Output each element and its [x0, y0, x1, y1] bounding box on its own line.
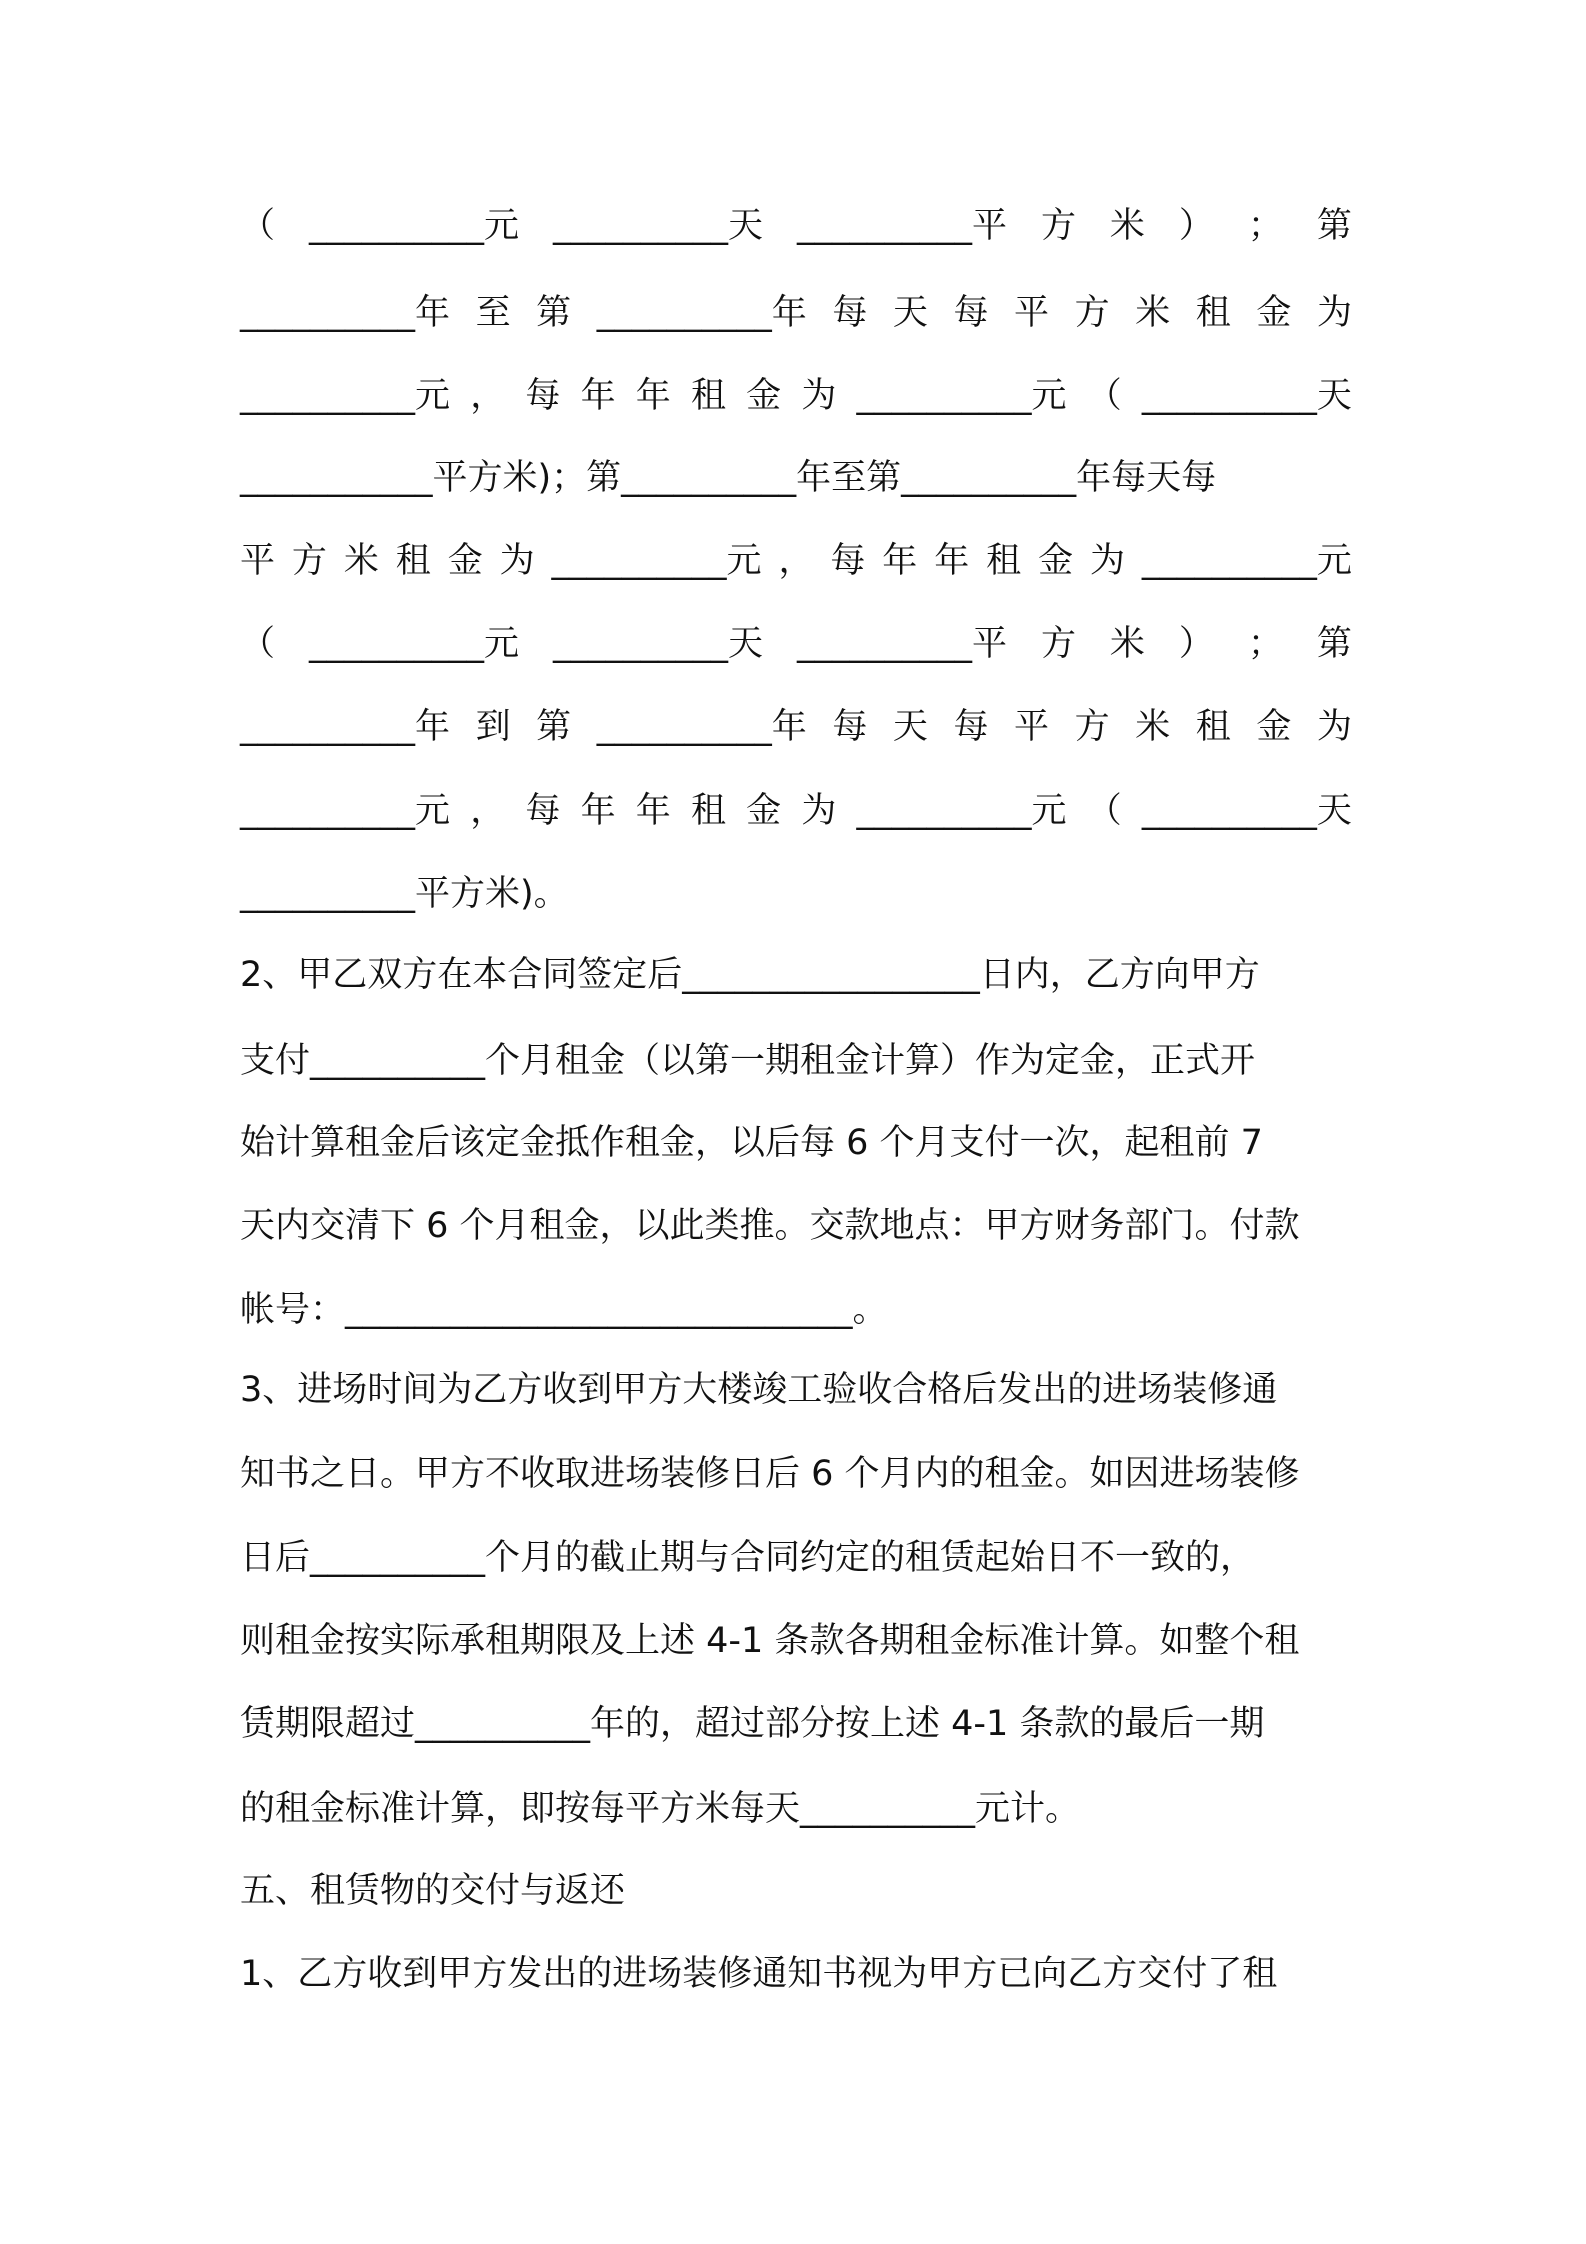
- text-segment: 方: [1074, 707, 1110, 747]
- text-segment: __________天: [1141, 376, 1352, 416]
- text-segment: 每: [832, 293, 868, 333]
- text-segment: 3、进场时间为乙方收到甲方大楼竣工验收合格后发出的进场装修通: [240, 1370, 1278, 1410]
- text-segment: ）: [1178, 624, 1214, 664]
- text-segment: 金: [1256, 293, 1292, 333]
- text-segment: __________天: [552, 624, 763, 664]
- text-segment: __________平: [796, 624, 1007, 664]
- text-line: [240, 1694, 1352, 1754]
- text-segment: 1、乙方收到甲方发出的进场装修通知书视为甲方已向乙方交付了租: [240, 1954, 1278, 1994]
- text-segment: 五、租赁物的交付与返还: [240, 1871, 626, 1911]
- text-segment: __________天: [1141, 791, 1352, 831]
- text-segment: __________元: [308, 206, 519, 246]
- text-line: [240, 1360, 1352, 1420]
- text-segment: 方: [1040, 624, 1076, 664]
- text-segment: __________元: [240, 791, 451, 831]
- text-segment: 米: [1135, 293, 1171, 333]
- text-segment: 每: [830, 541, 866, 581]
- text-line: [240, 1113, 1352, 1173]
- text-segment: __________元: [240, 376, 451, 416]
- text-line: [240, 366, 1352, 426]
- text-segment: 为: [1316, 293, 1352, 333]
- text-segment: 年: [635, 376, 671, 416]
- text-segment: 米: [1109, 624, 1145, 664]
- text-segment: 金: [1256, 707, 1292, 747]
- text-segment: 至: [475, 293, 511, 333]
- text-segment: 为: [801, 791, 837, 831]
- text-segment: （: [1086, 376, 1122, 416]
- text-line: [240, 1611, 1352, 1671]
- text-segment: 年: [635, 791, 671, 831]
- text-segment: 每: [832, 707, 868, 747]
- text-segment: 第: [1316, 206, 1352, 246]
- text-segment: __________天: [552, 206, 763, 246]
- text-segment: ，: [470, 376, 506, 416]
- text-segment: 年: [580, 376, 616, 416]
- text-segment: 帐号：_____________________________。: [240, 1290, 888, 1330]
- text-segment: __________元: [856, 376, 1067, 416]
- text-line: [240, 1944, 1352, 2004]
- text-line: [240, 196, 1352, 256]
- text-segment: __________平方米)。: [240, 874, 569, 914]
- text-segment: 米: [343, 541, 379, 581]
- text-line: [240, 448, 1352, 508]
- text-segment: 租: [690, 791, 726, 831]
- text-segment: 租: [690, 376, 726, 416]
- text-segment: 年: [934, 541, 970, 581]
- text-segment: 支付__________个月租金（以第一期租金计算）作为定金，正式开: [240, 1041, 1256, 1081]
- text-segment: 米: [1109, 206, 1145, 246]
- text-segment: 为: [1316, 707, 1352, 747]
- text-segment: __________平: [796, 206, 1007, 246]
- text-segment: 天: [892, 293, 928, 333]
- text-segment: 的租金标准计算，即按每平方米每天__________元计。: [240, 1789, 1081, 1829]
- text-segment: 年: [580, 791, 616, 831]
- text-segment: 方: [291, 541, 327, 581]
- text-segment: __________元: [308, 624, 519, 664]
- text-segment: 租: [395, 541, 431, 581]
- text-segment: （: [240, 206, 276, 246]
- text-segment: ）: [1178, 206, 1214, 246]
- text-segment: 金: [447, 541, 483, 581]
- text-line: [240, 614, 1352, 674]
- text-segment: __________元: [856, 791, 1067, 831]
- text-segment: 金: [746, 791, 782, 831]
- text-segment: 每: [953, 707, 989, 747]
- text-line: [240, 864, 1352, 924]
- text-line: [240, 945, 1352, 1005]
- text-segment: 赁期限超过__________年的，超过部分按上述 4-1 条款的最后一期: [240, 1704, 1265, 1744]
- text-line: [240, 1528, 1352, 1588]
- text-segment: 每: [525, 791, 561, 831]
- text-segment: 租: [1195, 707, 1231, 747]
- text-segment: 日后__________个月的截止期与合同约定的租赁起始日不一致的，: [240, 1538, 1256, 1578]
- text-line: [240, 697, 1352, 757]
- text-segment: 每: [525, 376, 561, 416]
- text-segment: ，: [778, 541, 814, 581]
- text-segment: __________年: [240, 293, 451, 333]
- text-segment: 平: [240, 541, 276, 581]
- text-segment: 租: [986, 541, 1022, 581]
- text-line: [240, 1031, 1352, 1091]
- text-segment: 金: [746, 376, 782, 416]
- text-segment: （: [240, 624, 276, 664]
- text-segment: 为: [801, 376, 837, 416]
- text-segment: ；: [1247, 624, 1283, 664]
- text-segment: 第: [536, 707, 572, 747]
- text-segment: 每: [953, 293, 989, 333]
- text-segment: ；: [1247, 206, 1283, 246]
- text-segment: 米: [1135, 707, 1171, 747]
- text-segment: ，: [470, 791, 506, 831]
- text-segment: __________年: [240, 707, 451, 747]
- text-line: [240, 1196, 1352, 1256]
- text-line: [240, 283, 1352, 343]
- text-segment: 始计算租金后该定金抵作租金，以后每 6 个月支付一次，起租前 7: [240, 1123, 1263, 1163]
- text-line: [240, 1280, 1352, 1340]
- text-segment: 天: [892, 707, 928, 747]
- text-line: [240, 1779, 1352, 1839]
- text-segment: （: [1086, 791, 1122, 831]
- text-segment: 到: [475, 707, 511, 747]
- text-segment: __________元: [551, 541, 762, 581]
- text-segment: __________年: [596, 293, 807, 333]
- text-segment: 为: [1089, 541, 1125, 581]
- text-line: [240, 781, 1352, 841]
- text-segment: __________元: [1141, 541, 1352, 581]
- text-segment: 方: [1040, 206, 1076, 246]
- text-segment: 天内交清下 6 个月租金，以此类推。交款地点：甲方财务部门。付款: [240, 1206, 1300, 1246]
- text-segment: 平: [1014, 293, 1050, 333]
- text-segment: 第: [1316, 624, 1352, 664]
- text-segment: __________年: [596, 707, 807, 747]
- text-segment: 则租金按实际承租期限及上述 4-1 条款各期租金标准计算。如整个租: [240, 1621, 1300, 1661]
- text-line: [240, 1861, 1352, 1921]
- text-line: [240, 1444, 1352, 1504]
- text-segment: ___________平方米)；第__________年至第__________年每天每: [240, 458, 1217, 498]
- text-segment: 平: [1014, 707, 1050, 747]
- text-segment: 年: [882, 541, 918, 581]
- text-segment: 租: [1195, 293, 1231, 333]
- text-segment: 金: [1038, 541, 1074, 581]
- text-segment: 为: [499, 541, 535, 581]
- text-line: [240, 531, 1352, 591]
- text-segment: 方: [1074, 293, 1110, 333]
- text-segment: 第: [536, 293, 572, 333]
- text-segment: 2、甲乙双方在本合同签定后_________________日内，乙方向甲方: [240, 955, 1260, 995]
- text-segment: 知书之日。甲方不收取进场装修日后 6 个月内的租金。如因进场装修: [240, 1454, 1300, 1494]
